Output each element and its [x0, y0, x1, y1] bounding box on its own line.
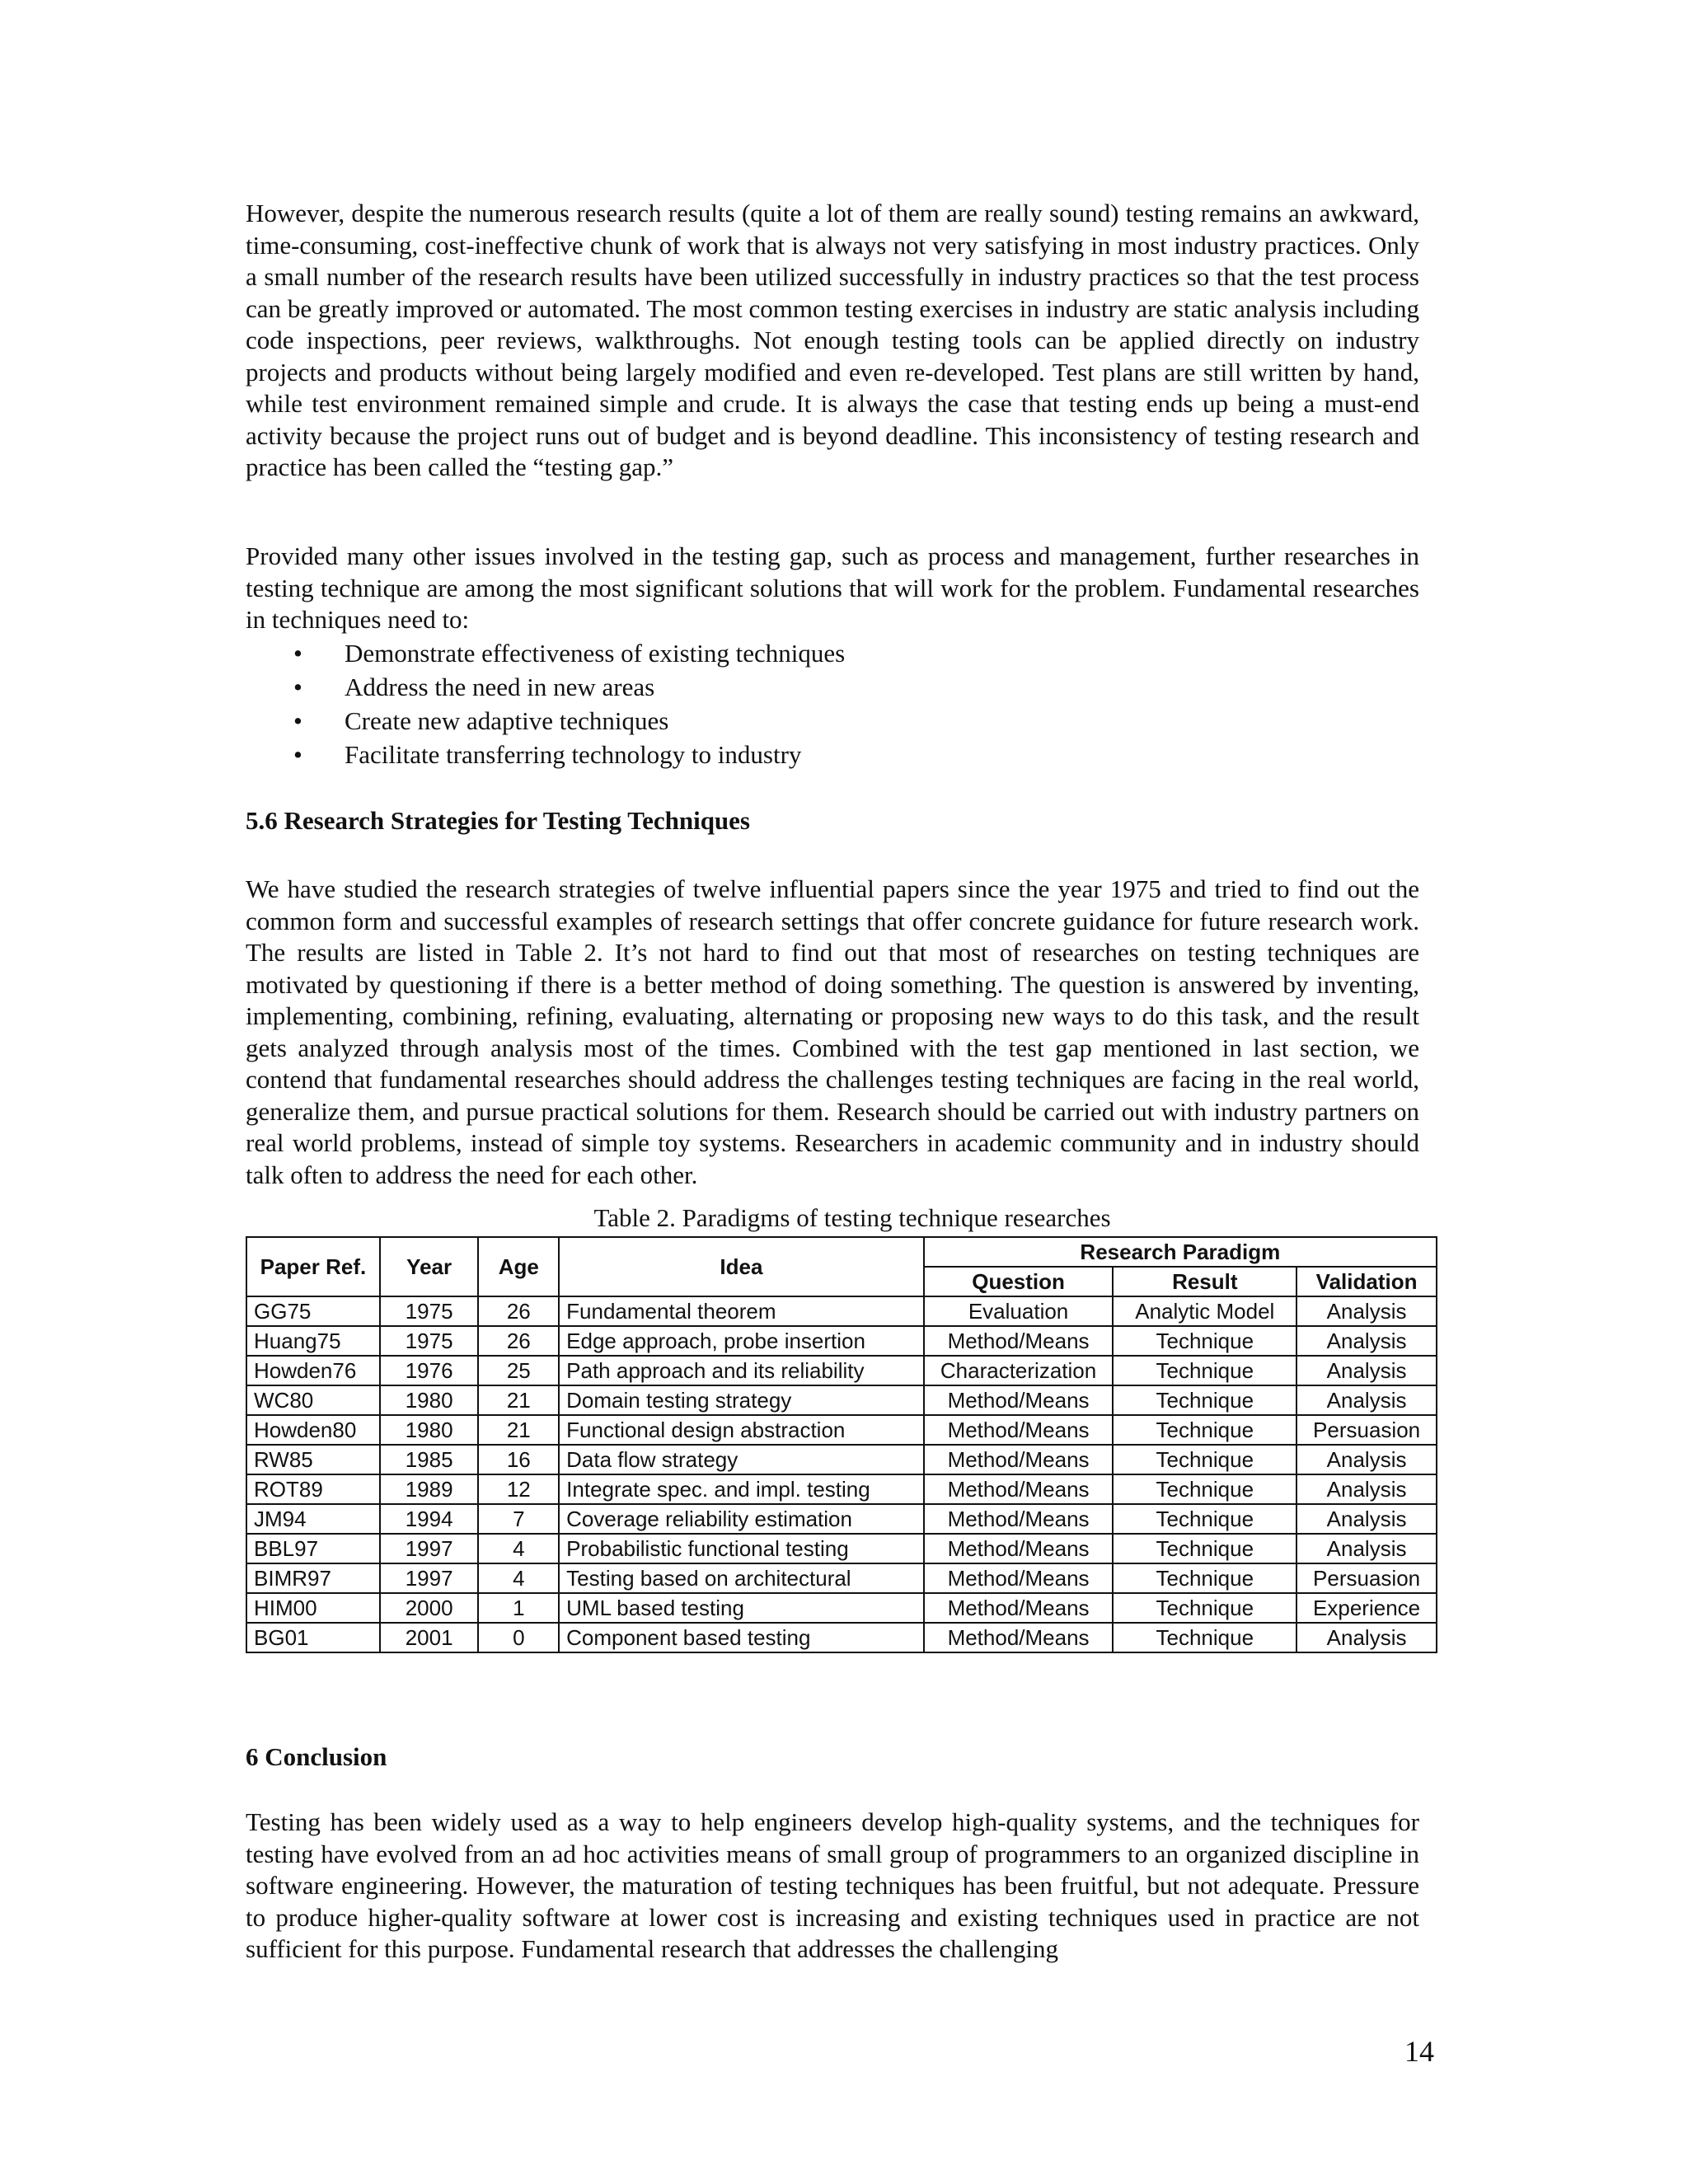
cell-year: 1997 [380, 1534, 479, 1563]
cell-result: Technique [1113, 1356, 1296, 1385]
table-row [246, 1326, 1437, 1356]
cell-paper-ref: WC80 [246, 1385, 380, 1415]
cell-year: 1994 [380, 1504, 479, 1534]
cell-age: 7 [478, 1504, 559, 1534]
cell-paper-ref: JM94 [246, 1504, 380, 1534]
cell-validation: Experience [1296, 1593, 1437, 1623]
cell-paper-ref: BIMR97 [246, 1563, 380, 1593]
cell-paper-ref: RW85 [246, 1445, 380, 1474]
cell-paper-ref: BG01 [246, 1623, 380, 1652]
table-header-row [246, 1237, 1437, 1267]
bullet-icon: • [293, 740, 302, 769]
cell-paper-ref: GG75 [246, 1296, 380, 1326]
cell-idea: Edge approach, probe insertion [559, 1326, 924, 1356]
cell-year: 1989 [380, 1474, 479, 1504]
table-row [246, 1593, 1437, 1623]
cell-result: Technique [1113, 1504, 1296, 1534]
list-item: • Create new adaptive techniques [246, 704, 1400, 738]
cell-idea: Data flow strategy [559, 1445, 924, 1474]
cell-age: 16 [478, 1445, 559, 1474]
cell-idea: Path approach and its reliability [559, 1356, 924, 1385]
cell-question: Method/Means [924, 1534, 1114, 1563]
section-heading-5-6: 5.6 Research Strategies for Testing Techniques [246, 806, 750, 835]
cell-validation: Analysis [1296, 1385, 1437, 1415]
list-item: • Demonstrate effectiveness of existing techniques [246, 636, 1400, 670]
header-paper-ref: Paper Ref. [246, 1237, 380, 1296]
table-row [246, 1415, 1437, 1445]
cell-question: Method/Means [924, 1504, 1114, 1534]
cell-idea: Testing based on architectural [559, 1563, 924, 1593]
cell-validation: Analysis [1296, 1296, 1437, 1326]
cell-validation: Analysis [1296, 1623, 1437, 1652]
cell-validation: Analysis [1296, 1474, 1437, 1504]
cell-paper-ref: HIM00 [246, 1593, 380, 1623]
table-row [246, 1296, 1437, 1326]
table-row [246, 1563, 1437, 1593]
cell-result: Technique [1113, 1563, 1296, 1593]
cell-idea: Fundamental theorem [559, 1296, 924, 1326]
header-validation: Validation [1296, 1267, 1437, 1296]
header-year: Year [380, 1237, 479, 1296]
cell-result: Technique [1113, 1415, 1296, 1445]
cell-age: 21 [478, 1385, 559, 1415]
cell-result: Technique [1113, 1474, 1296, 1504]
table-body [246, 1296, 1437, 1652]
bullet-icon: • [293, 706, 302, 735]
table-row [246, 1385, 1437, 1415]
cell-validation: Persuasion [1296, 1415, 1437, 1445]
cell-idea: UML based testing [559, 1593, 924, 1623]
header-age: Age [478, 1237, 559, 1296]
cell-age: 4 [478, 1534, 559, 1563]
cell-idea: Integrate spec. and impl. testing [559, 1474, 924, 1504]
cell-validation: Analysis [1296, 1356, 1437, 1385]
cell-year: 1997 [380, 1563, 479, 1593]
cell-paper-ref: Huang75 [246, 1326, 380, 1356]
table-row [246, 1534, 1437, 1563]
paradigms-table [246, 1236, 1437, 1653]
cell-result: Technique [1113, 1326, 1296, 1356]
cell-year: 2000 [380, 1593, 479, 1623]
cell-validation: Persuasion [1296, 1563, 1437, 1593]
cell-age: 25 [478, 1356, 559, 1385]
cell-validation: Analysis [1296, 1504, 1437, 1534]
cell-idea: Coverage reliability estimation [559, 1504, 924, 1534]
paragraph-research-strategies: We have studied the research strategies of twelve influential papers since the year 1975 and tried to find out the common form and successful examples of research settings that offer concrete guidance for future research work. The results are listed in Table 2. It’s not hard to find out that most of researches on testing techniques are motivated by questioning if there is a better method of doing something. The question is answered by inventing, implementing, combining, refining, evaluating, alternating or proposing new ways to do this task, and the result gets analyzed through analysis most of the times. Combined with the test gap mentioned in last section, we contend that fundamental researches should address the challenges testing techniques are facing in the real world, generalize them, and pursue practical solutions for them. Research should be carried out with industry partners on real world problems, instead of simple toy systems. Researchers in academic community and in industry should talk often to address the need for each other. [246, 874, 1419, 1189]
table-row [246, 1445, 1437, 1474]
cell-age: 21 [478, 1415, 559, 1445]
cell-question: Method/Means [924, 1445, 1114, 1474]
paragraph-fundamental-research: Provided many other issues involved in the testing gap, such as process and management, further researches in testing technique are among the most significant solutions that will work for the problem. Fundamental researches in techniques need to: [246, 541, 1419, 634]
cell-age: 4 [478, 1563, 559, 1593]
cell-validation: Analysis [1296, 1534, 1437, 1563]
research-needs-list [246, 636, 1400, 771]
cell-question: Evaluation [924, 1296, 1114, 1326]
cell-result: Technique [1113, 1593, 1296, 1623]
cell-idea: Component based testing [559, 1623, 924, 1652]
list-item: • Facilitate transferring technology to industry [246, 738, 1400, 771]
header-question: Question [924, 1267, 1114, 1296]
cell-validation: Analysis [1296, 1326, 1437, 1356]
table-row [246, 1504, 1437, 1534]
cell-age: 0 [478, 1623, 559, 1652]
cell-paper-ref: Howden76 [246, 1356, 380, 1385]
list-item: • Address the need in new areas [246, 670, 1400, 704]
cell-question: Method/Means [924, 1623, 1114, 1652]
table-row [246, 1356, 1437, 1385]
cell-age: 26 [478, 1296, 559, 1326]
table-caption: Table 2. Paradigms of testing technique researches [593, 1203, 1111, 1232]
cell-year: 1985 [380, 1445, 479, 1474]
cell-question: Method/Means [924, 1326, 1114, 1356]
cell-idea: Domain testing strategy [559, 1385, 924, 1415]
bullet-icon: • [293, 673, 302, 701]
cell-age: 26 [478, 1326, 559, 1356]
cell-result: Technique [1113, 1385, 1296, 1415]
table-row [246, 1623, 1437, 1652]
cell-year: 1975 [380, 1326, 479, 1356]
header-idea: Idea [559, 1237, 924, 1296]
cell-question: Method/Means [924, 1415, 1114, 1445]
cell-result: Technique [1113, 1445, 1296, 1474]
cell-result: Technique [1113, 1534, 1296, 1563]
section-heading-6: 6 Conclusion [246, 1742, 387, 1771]
cell-year: 1975 [380, 1296, 479, 1326]
table-row [246, 1474, 1437, 1504]
page-number: 14 [1404, 2035, 1434, 2068]
cell-question: Characterization [924, 1356, 1114, 1385]
cell-idea: Probabilistic functional testing [559, 1534, 924, 1563]
cell-result: Technique [1113, 1623, 1296, 1652]
cell-question: Method/Means [924, 1474, 1114, 1504]
cell-question: Method/Means [924, 1385, 1114, 1415]
cell-question: Method/Means [924, 1563, 1114, 1593]
cell-age: 12 [478, 1474, 559, 1504]
cell-result: Analytic Model [1113, 1296, 1296, 1326]
cell-paper-ref: ROT89 [246, 1474, 380, 1504]
cell-year: 1980 [380, 1385, 479, 1415]
cell-idea: Functional design abstraction [559, 1415, 924, 1445]
cell-year: 2001 [380, 1623, 479, 1652]
cell-age: 1 [478, 1593, 559, 1623]
cell-paper-ref: Howden80 [246, 1415, 380, 1445]
header-research-paradigm: Research Paradigm [924, 1237, 1437, 1267]
cell-year: 1976 [380, 1356, 479, 1385]
cell-year: 1980 [380, 1415, 479, 1445]
paragraph-conclusion: Testing has been widely used as a way to help engineers develop high-quality systems, and the techniques for testing have evolved from an ad hoc activities means of small group of programmers to an organized discipline in software engineering. However, the maturation of testing techniques has been fruitful, but not adequate. Pressure to produce higher-quality software at lower cost is increasing and existing techniques used in practice are not sufficient for this purpose. Fundamental research that addresses the challenging [246, 1807, 1419, 1963]
paragraph-testing-gap: However, despite the numerous research results (quite a lot of them are really sound) testing remains an awkward, time-consuming, cost-ineffective chunk of work that is always not very satisfying in most industry practices. Only a small number of the research results have been utilized successfully in industry practices so that the test process can be greatly improved or automated. The most common testing exercises in industry are static analysis including code inspections, peer reviews, walkthroughs. Not enough testing tools can be applied directly on industry projects and products without being largely modified and even re-developed. Test plans are still written by hand, while test environment remained simple and crude. It is always the case that testing ends up being a must-end activity because the project runs out of budget and is beyond deadline. This inconsistency of testing research and practice has been called the “testing gap.” [246, 199, 1419, 481]
cell-paper-ref: BBL97 [246, 1534, 380, 1563]
cell-validation: Analysis [1296, 1445, 1437, 1474]
cell-question: Method/Means [924, 1593, 1114, 1623]
bullet-icon: • [293, 639, 302, 668]
header-result: Result [1113, 1267, 1296, 1296]
